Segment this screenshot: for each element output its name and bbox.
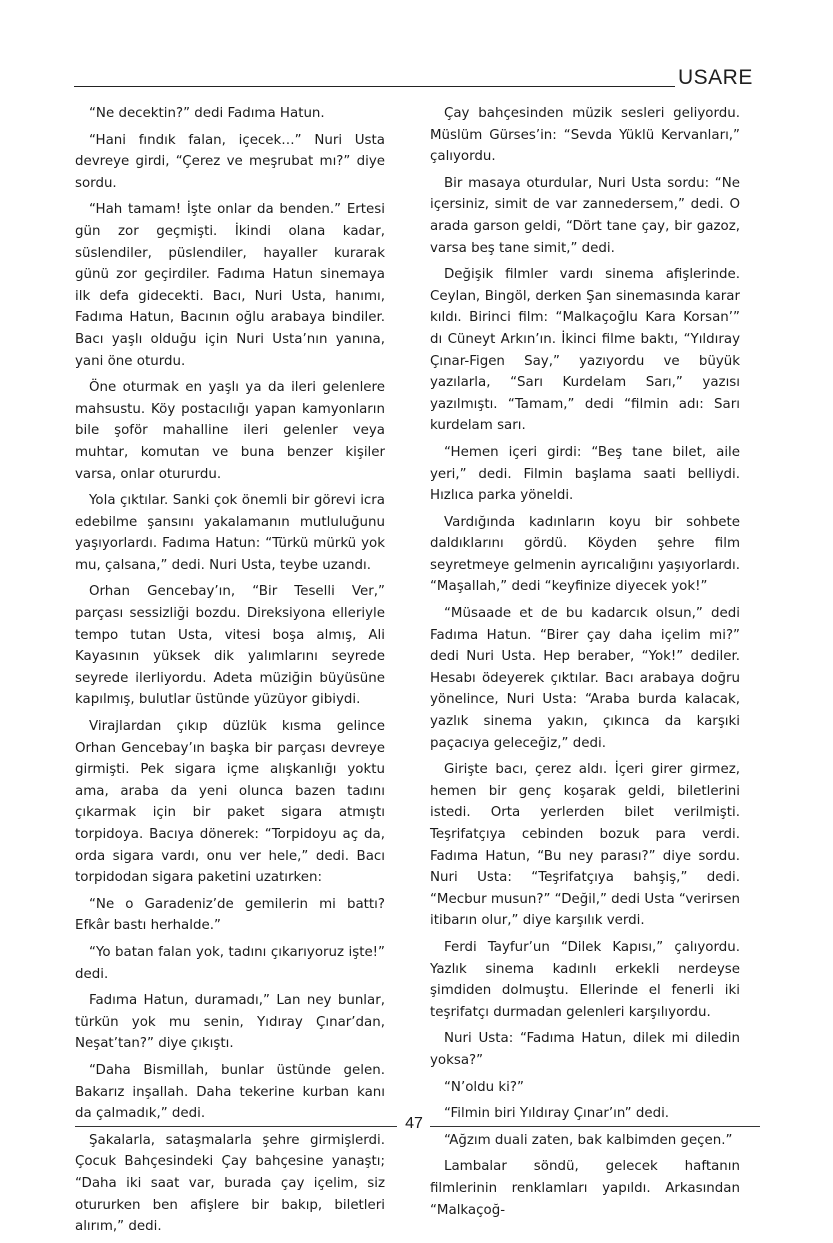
page-number: 47 <box>405 1115 423 1132</box>
paragraph: Öne oturmak en yaşlı ya da ileri gelenlere mahsustu. Köy postacılığı yapan kamyonların bile şoför mahalline ileri gelenler veya muhtar, komutan ve buna benzer kişiler varsa, onlar otururdu. <box>75 380 385 482</box>
paragraph: Fadıma Hatun, duramadı,” Lan ney bunlar, türkün yok mu senin, Yıdıray Çınar’dan, Neşat’tan?” diye çıkıştı. <box>75 993 385 1052</box>
paragraph: “Hah tamam! İşte onlar da benden.” Ertesi gün zor geçmişti. İkindi olana kadar, süslendiler, püslendiler, hayaller kurarak günü zor geçirdiler. Fadıma Hatun sinemaya ilk defa gidecekti. Bacı, Nuri Usta, hanımı, Fadıma Hatun, Bacının oğlu arabaya bindiler. Bacı yaşlı olduğu için Nuri Usta’nın yanına, yani öne oturdu. <box>75 202 385 369</box>
paragraph: Yola çıktılar. Sanki çok önemli bir görevi icra edebilme şansını yakalamanın mutluluğunu yaşıyorlardı. Fadıma Hatun: “Türkü mürkü yok mu, çalsana,” dedi. Nuri Usta, teybe uzandı. <box>75 493 385 573</box>
paragraph: Vardığında kadınların koyu bir sohbete daldıklarını gördü. Köyden şehre film seyretmeye gelmenin ayrıcalığını yaşıyorlardı. “Maşallah,” dedi “keyfinize diyecek yok!” <box>430 514 740 595</box>
paragraph: “Müsaade et de bu kadarcık olsun,” dedi Fadıma Hatun. “Birer çay daha içelim mi?” dedi Nuri Usta. Hep beraber, “Yok!” dediler. Hesabı ödeyerek çıktılar. Bacı arabaya doğru yönelince, Nuri Usta: “Araba burda kalacak, yazlık sinema yakın, çıkınca da karşıki paçacıya geleceğiz,” dedi. <box>430 606 740 751</box>
paragraph: Bir masaya oturdular, Nuri Usta sordu: “Ne içersiniz, simit de var zannedersem,” dedi. O arada garson geldi, “Dört tane çay, bir gazoz, varsa beş tane simit,” dedi. <box>430 175 740 256</box>
paragraph: “Ne o Garadeniz’de gemilerin mi battı? Efkâr bastı herhalde.” <box>75 896 385 934</box>
running-header-title: USARE <box>678 66 753 89</box>
footer-rule-left <box>75 1126 397 1127</box>
paragraph: “Ne decektin?” dedi Fadıma Hatun. <box>89 106 325 121</box>
paragraph: “Hani fındık falan, içecek…” Nuri Usta devreye girdi, “Çerez ve meşrubat mı?” diye sordu. <box>75 132 385 191</box>
paragraph: “Filmin biri Yıldıray Çınar’ın” dedi. <box>444 1106 670 1122</box>
paragraph: Virajlardan çıkıp düzlük kısma gelince Orhan Gencebay’ın başka bir parçası devreye girmişti. Pek sigara içme alışkanlığı yoktu ama, araba da yeni olunca bazen tadını çıkarmak için bir paket sigara atmıştı torpidoya. Bacıya dönerek: “Torpidoyu aç da, orda sigara vardı, onu ver hele,” dedi. Bacı torpidodan sigara paketini uzatırken: <box>75 719 385 886</box>
paragraph: Çay bahçesinden müzik sesleri geliyordu. Müslüm Gürses’in: “Sevda Yüklü Kervanları,” çalıyordu. <box>430 106 740 165</box>
paragraph: “Hemen içeri girdi: “Beş tane bilet, aile yeri,” dedi. Filmin başlama saati belliydi. Hızlıca parka yöneldi. <box>430 444 740 504</box>
paragraph: Nuri Usta: “Fadıma Hatun, dilek mi diledin yoksa?” <box>430 1031 740 1068</box>
paragraph: Girişte bacı, çerez aldı. İçeri girer girmez, hemen bir genç koşarak geldi, biletlerini istedi. Orta yerlerden bilet verilmişti. Teşrifatçıya cebinden bozuk para verdi. Fadıma Hatun, “Bu ney parası?” diye sordu. Nuri Usta: “Teşrifatçıya bahşiş,” dedi. “Mecbur musun?” “Değil,” dedi Usta “verirsen itibarın olur,” diye karşılık verdi. <box>430 762 740 929</box>
paragraph: Lambalar söndü, gelecek haftanın filmlerinin renklamları yapıldı. Arkasından “Malkaçoğ- <box>430 1159 740 1218</box>
paragraph: Değişik filmler vardı sinema afişlerinde. Ceylan, Bingöl, derken Şan sinemasında karar kıldı. Birinci film: “Malkaçoğlu Kara Korsan’” dı Cüneyt Arkın’ın. İkinci filme baktı, “Yıldıray Çınar-Figen Say,” yazıyordu ve büyük yazılarla, “Sarı Kurdelam Sarı,” yazısı yazılmıştı. “Tamam,” dedi “filmin adı: Sarı kurdelam sarı. <box>430 267 740 434</box>
paragraph: “Daha Bismillah, bunlar üstünde gelen. Bakarız inşallah. Daha tekerine kurban kanı da çalmadık,” dedi. <box>75 1062 385 1122</box>
left-text-column <box>75 103 385 1243</box>
paragraph: Ferdi Tayfur’un “Dilek Kapısı,” çalıyordu. Yazlık sinema kadınlı erkekli nerdeyse şimdiden dolmuştu. Ellerinde el fenerli iki teşrifatçı durmadan gelenleri karşılıyordu. <box>430 939 740 1020</box>
paragraph: Şakalarla, sataşmalarla şehre girmişlerdi. Çocuk Bahçesindeki Çay bahçesine yanaştı; “Daha iki saat var, burada çay içelim, siz otururken ben afişlere bir bakıp, biletleri alırım,” dedi. <box>75 1132 385 1235</box>
right-text-column <box>430 103 740 1226</box>
paragraph: Orhan Gencebay’ın, “Bir Teselli Ver,” parçası sessizliği bozdu. Direksiyona elleriyle tempo tutan Usta, vitesi boşa almış, Ali Kayasının yüksek dik yalımlarını seyrede seyrede ilerliyordu. Adeta müziğin büyüsüne kapılmış, bulutlar üstünde yüzüyor gibiydi. <box>75 584 385 708</box>
paragraph: “Ağzım duali zaten, bak kalbimden geçen.” <box>444 1132 733 1148</box>
footer-rule-right <box>430 1126 760 1127</box>
header-rule <box>74 86 675 87</box>
paragraph: “N’oldu ki?” <box>444 1079 524 1095</box>
paragraph: “Yo batan falan yok, tadını çıkarıyoruz işte!” dedi. <box>75 944 385 982</box>
